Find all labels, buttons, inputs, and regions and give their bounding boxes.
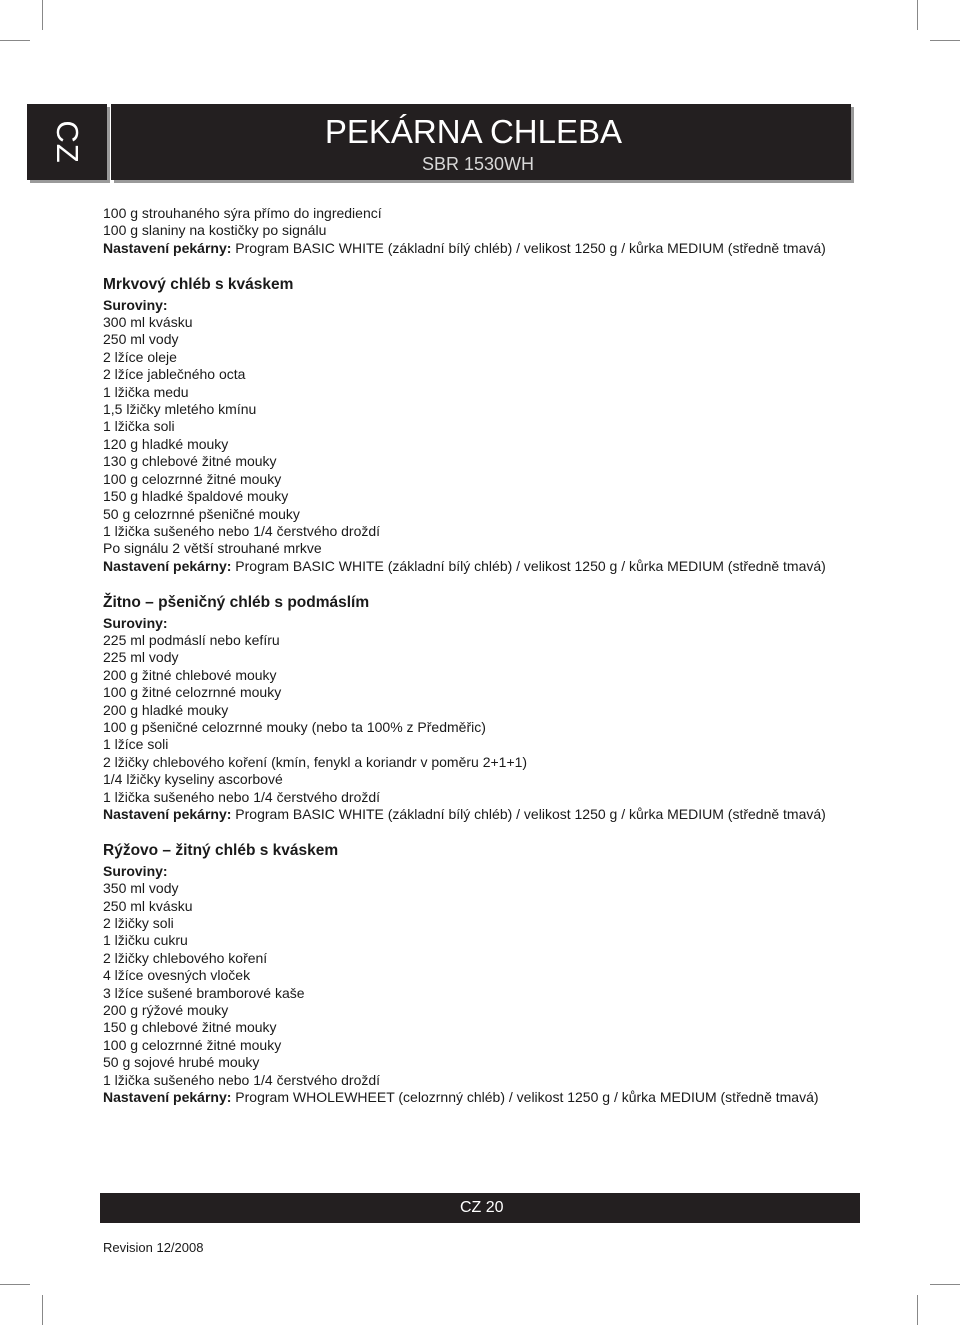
setting-text: Program BASIC WHITE (základní bílý chléb) / velikost 1250 g / kůrka MEDIUM (středně tmavá) [231, 806, 826, 822]
ingredient-item: 2 lžičky soli [103, 915, 174, 932]
ingredient-item: 1 lžička sušeného nebo 1/4 čerstvého droždí [103, 522, 381, 539]
ingredient-item: 225 ml vody [103, 649, 179, 666]
baker-setting [103, 558, 863, 575]
crop-mark [917, 0, 918, 30]
ingredients-label: Suroviny: [103, 614, 168, 631]
crop-mark [42, 0, 43, 30]
ingredient-item: 200 g hladké mouky [103, 701, 229, 718]
setting-label: Nastavení pekárny: [103, 806, 232, 822]
baker-setting [103, 1089, 823, 1106]
title-bar [111, 104, 851, 180]
model-number: SBR 1530WH [421, 154, 534, 174]
ingredient-item: 3 lžíce sušené bramborové kaše [103, 984, 305, 1001]
ingredient-item: 50 g celozrnné pšeničné mouky [103, 505, 300, 522]
ingredient-item: 1 lžička sušeného nebo 1/4 čerstvého droždí [103, 788, 381, 805]
ingredient-item: 1 lžičku cukru [103, 932, 188, 949]
setting-label: Nastavení pekárny: [103, 239, 232, 256]
recipe-title: Rýžovo – žitný chléb s kváskem [103, 842, 339, 860]
ingredient-item: 150 g chlebové žitné mouky [103, 1019, 277, 1036]
ingredients-label: Suroviny: [103, 296, 168, 313]
ingredient-item: 120 g hladké mouky [103, 435, 229, 452]
revision-note: Revision 12/2008 [103, 1240, 204, 1255]
crop-mark [0, 40, 30, 41]
crop-mark [42, 1295, 43, 1325]
ingredient-item: 150 g hladké špaldové mouky [103, 488, 289, 505]
setting-text: Program BASIC WHITE (základní bílý chléb) / velikost 1250 g / kůrka MEDIUM (středně tmavá) [231, 557, 826, 574]
ingredient-item: 1 lžíce soli [103, 736, 169, 753]
ingredient-item: 100 g pšeničné celozrnné mouky (nebo ta 100% z Předměřic) [103, 718, 486, 735]
intro-line: 100 g slaniny na kostičky po signálu [103, 222, 327, 239]
page-number: CZ 20 [460, 1199, 504, 1216]
ingredient-item: 1 lžička medu [103, 383, 189, 400]
ingredient-item: 4 lžíce ovesných vloček [103, 967, 251, 984]
setting-label: Nastavení pekárny: [103, 557, 232, 574]
ingredient-item: 1 lžička sušeného nebo 1/4 čerstvého droždí [103, 1071, 381, 1088]
ingredients-label: Suroviny: [103, 862, 168, 879]
ingredient-item: 130 g chlebové žitné mouky [103, 453, 277, 470]
setting-text: Program BASIC WHITE (základní bílý chléb) / velikost 1250 g / kůrka MEDIUM (středně tmavá) [231, 239, 826, 256]
footer-bar [100, 1193, 860, 1223]
setting-text: Program WHOLEWHEET (celozrnný chléb) / velikost 1250 g / kůrka MEDIUM (středně tmavá) [231, 1089, 819, 1106]
ingredient-item: 50 g sojové hrubé mouky [103, 1054, 260, 1071]
ingredient-item: 1,5 lžičky mletého kmínu [103, 401, 257, 418]
ingredient-item: 100 g celozrnné žitné mouky [103, 1036, 282, 1053]
ingredient-item: 2 lžíce jablečného octa [103, 366, 246, 383]
crop-mark [0, 1284, 30, 1285]
page-title: PEKÁRNA CHLEBA [324, 113, 622, 150]
recipe-title: Žitno – pšeničný chléb s podmáslím [103, 594, 370, 612]
crop-mark [930, 40, 960, 41]
intro-setting [103, 240, 863, 257]
ingredient-item: Po signálu 2 větší strouhané mrkve [103, 540, 322, 557]
recipe-title: Mrkvový chléb s kváskem [103, 276, 294, 294]
intro-line: 100 g strouhaného sýra přímo do ingrediencí [103, 205, 382, 221]
ingredient-item: 100 g žitné celozrnné mouky [103, 684, 282, 701]
ingredient-item: 250 ml kvásku [103, 897, 193, 914]
ingredient-item: 2 lžičky chlebového koření [103, 949, 268, 966]
crop-mark [930, 1284, 960, 1285]
ingredient-item: 300 ml kvásku [103, 314, 193, 331]
ingredient-item: 200 g žitné chlebové mouky [103, 666, 277, 683]
ingredient-item: 2 lžíce oleje [103, 348, 177, 365]
language-tab [27, 104, 107, 180]
ingredient-item: 200 g rýžové mouky [103, 1002, 229, 1019]
ingredient-item: 2 lžičky chlebového koření (kmín, fenykl a koriandr v poměru 2+1+1) [103, 753, 528, 770]
ingredient-item: 250 ml vody [103, 331, 179, 348]
setting-label: Nastavení pekárny: [103, 1089, 232, 1106]
ingredient-item: 1/4 lžičky kyseliny ascorbové [103, 771, 283, 788]
language-code: CZ [50, 120, 85, 164]
ingredient-item: 100 g celozrnné žitné mouky [103, 470, 282, 487]
ingredient-item: 1 lžička soli [103, 418, 175, 435]
baker-setting [103, 806, 863, 823]
crop-mark [917, 1295, 918, 1325]
ingredient-item: 350 ml vody [103, 880, 179, 897]
recipe-content [103, 205, 863, 1107]
ingredient-item: 225 ml podmáslí nebo kefíru [103, 631, 280, 648]
